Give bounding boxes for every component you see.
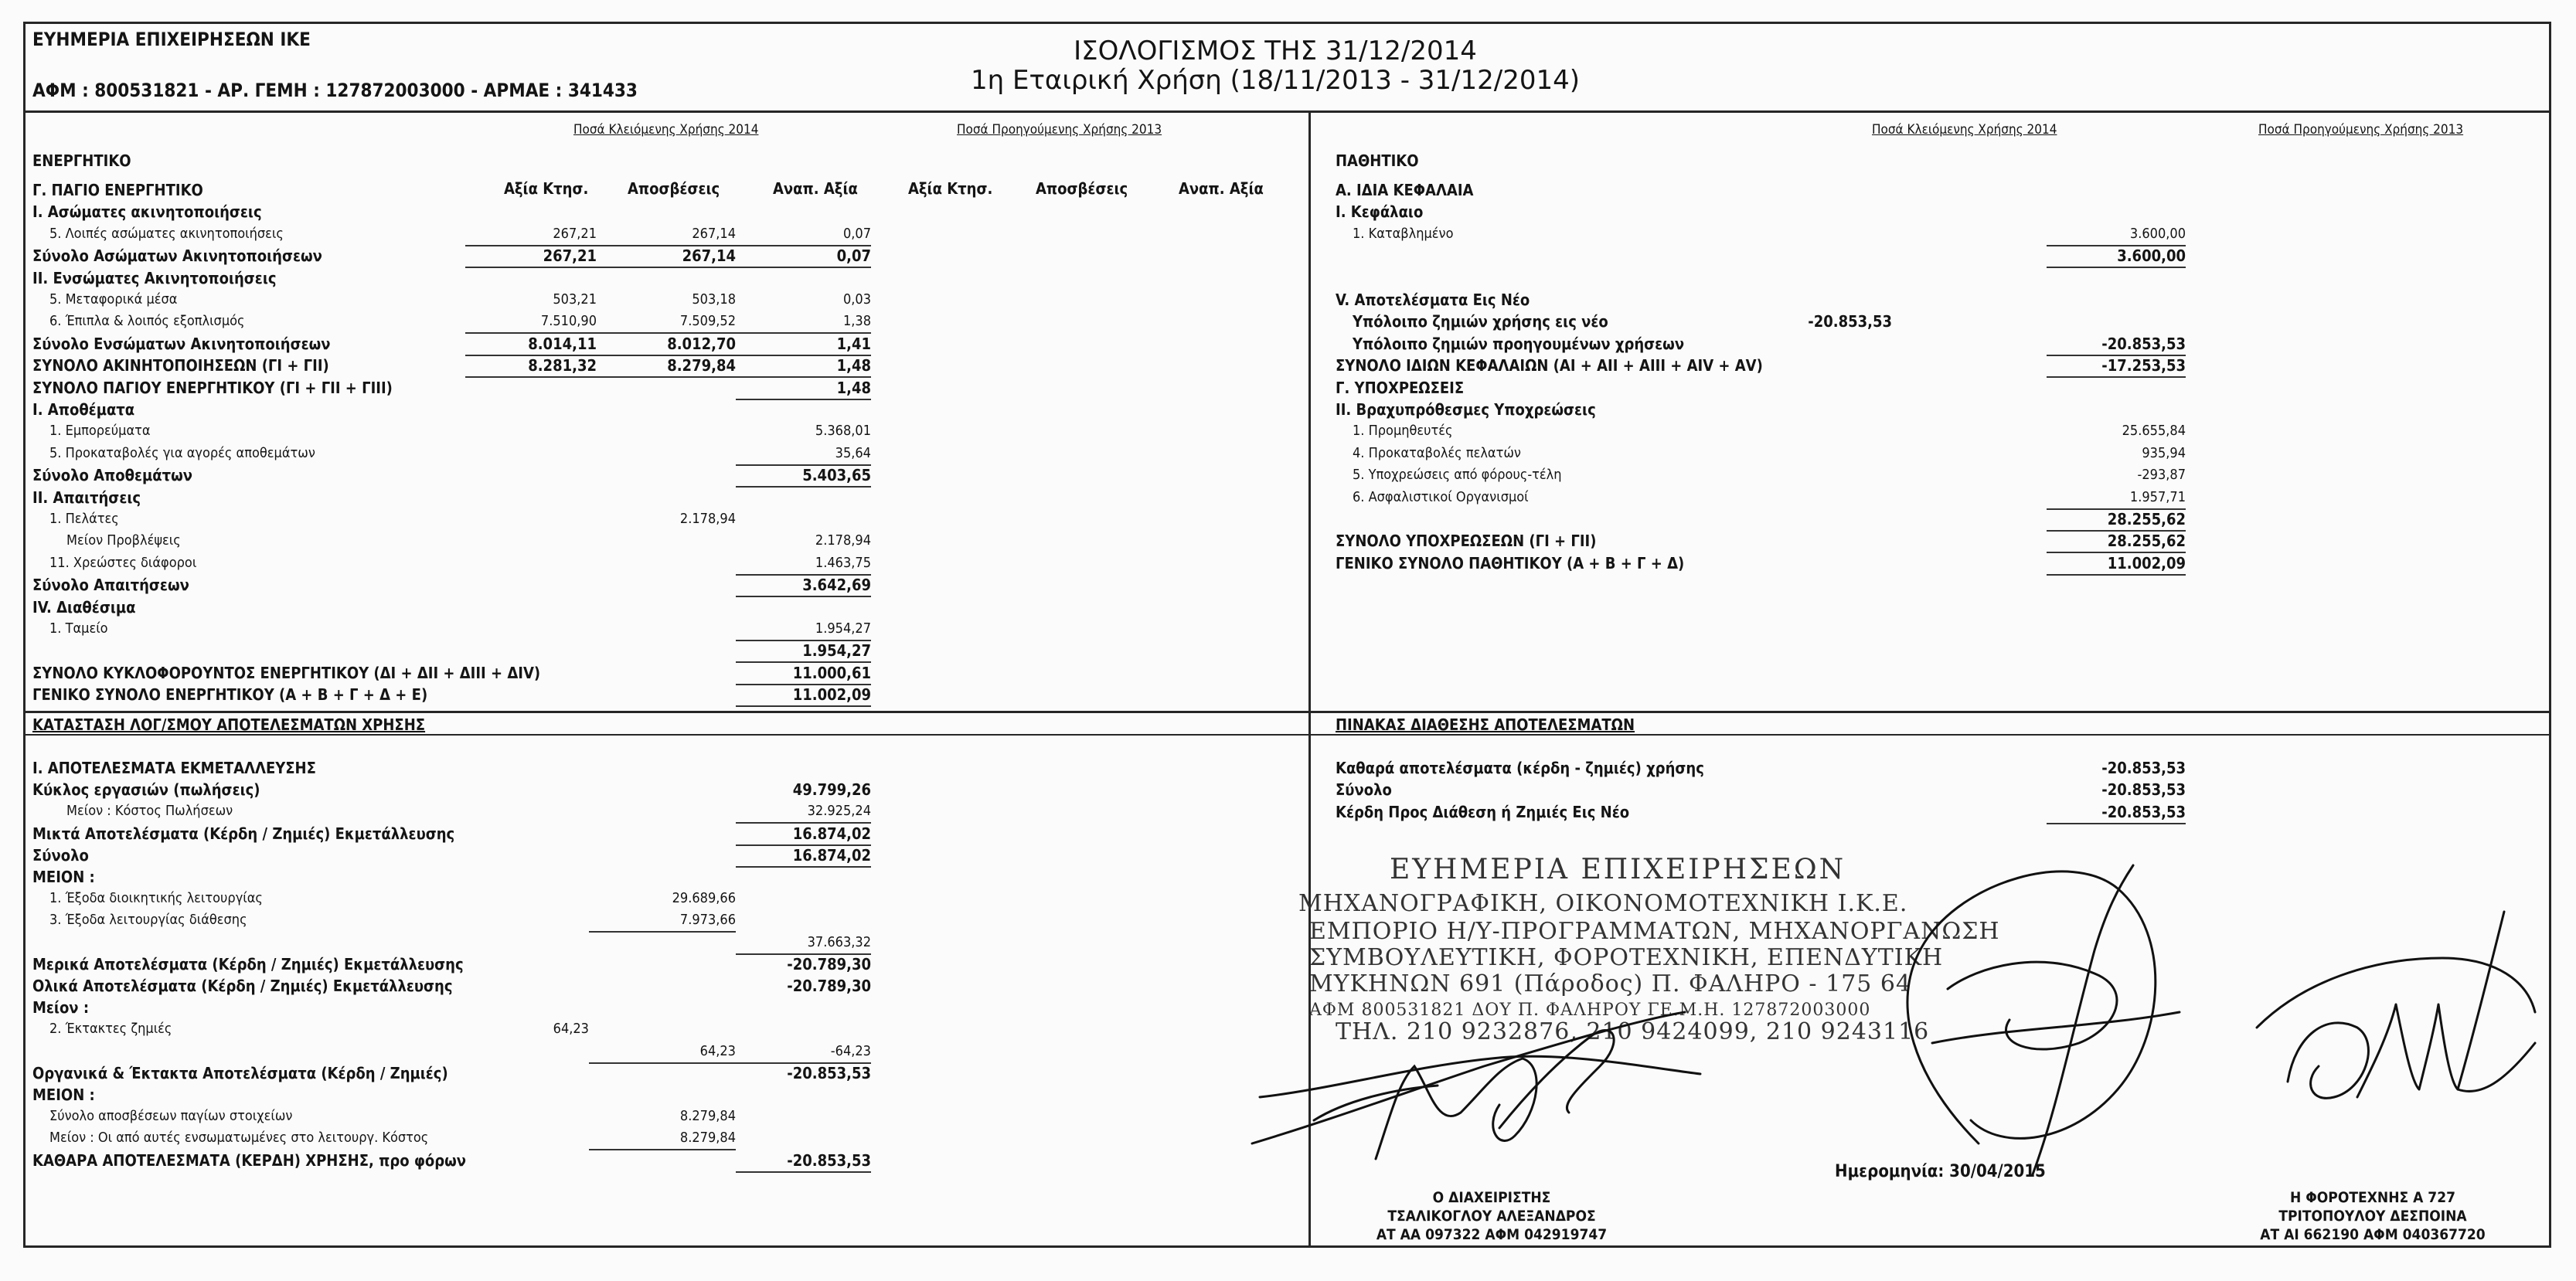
asset-row: [32, 399, 1285, 420]
assets-prev-col-cost: Αξία Κτησ.: [908, 179, 993, 198]
stamp-line-3: ΕΜΠΟΡΙΟ Η/Υ-ΠΡΟΓΡΑΜΜΑΤΩΝ, ΜΗΧΑΝΟΡΓΑΝΩΣΗ: [1309, 918, 2000, 945]
header-divider: [23, 110, 2551, 113]
asset-row: [32, 508, 1285, 530]
asset-net-value: 1,38: [736, 311, 871, 334]
asset-row: [32, 640, 1285, 661]
distribution-row: [1336, 779, 2541, 800]
income-label: ΜΕΙΟΝ :: [32, 1086, 95, 1104]
asset-label: Σύνολο Ασώματων Ακινητοποιήσεων: [32, 246, 322, 266]
income-row: [32, 1150, 1285, 1171]
liability-amount-value: 935,94: [2142, 444, 2186, 461]
assets-col-dep: Αποσβέσεις: [628, 179, 720, 198]
income-label: Κύκλος εργασιών (πωλήσεις): [32, 780, 260, 800]
income-col3-value: -64,23: [736, 1041, 871, 1064]
income-row: [32, 932, 1285, 953]
liability-label: I. Κεφάλαιο: [1336, 202, 1424, 222]
asset-row: [32, 377, 1285, 399]
asset-cost-value: 8.281,32: [465, 355, 597, 378]
asset-row: [32, 596, 1285, 618]
income-row: [32, 953, 1285, 975]
income-row: [32, 1062, 1285, 1084]
stamp-line-1: ΕΥΗΜΕΡΙΑ ΕΠΙΧΕΙΡΗΣΕΩΝ: [1390, 854, 1846, 885]
income-col3-value: -20.853,53: [787, 1063, 871, 1082]
income-label: 1. Έξοδα διοικητικής λειτουργίας: [49, 890, 263, 907]
asset-row: [32, 530, 1285, 552]
income-col3-value: 32.925,24: [736, 800, 871, 824]
income-row: [32, 1084, 1285, 1106]
asset-row: [32, 267, 1285, 289]
asset-label: 5. Λοιπές ασώματες ακινητοποιήσεις: [49, 225, 284, 242]
asset-row: [32, 420, 1285, 442]
asset-net-value: 1,48: [736, 377, 871, 400]
asset-label: I. Ασώματες ακινητοποιήσεις: [32, 202, 262, 222]
asset-label: Σύνολο Ενσώματων Ακινητοποιήσεων: [32, 334, 331, 353]
income-row: [32, 800, 1285, 822]
income-row: [32, 909, 1285, 931]
liability-amount-value: -17.253,53: [2047, 355, 2186, 378]
liability-label: Α. ΙΔΙΑ ΚΕΦΑΛΑΙΑ: [1336, 181, 1474, 199]
asset-label: ΣΥΝΟΛΟ ΚΥΚΛΟΦΟΡΟΥΝΤΟΣ ΕΝΕΡΓΗΤΙΚΟΥ (ΔΙ + ΔΙΙ + ΔΙΙΙ + ΔΙV): [32, 663, 541, 682]
income-label: Μείον : Κόστος Πωλήσεων: [66, 803, 233, 820]
income-label: Μερικά Αποτελέσματα (Κέρδη / Ζημιές) Εκμετάλλευσης: [32, 954, 464, 973]
liability-label: ΣΥΝΟΛΟ ΥΠΟΧΡΕΩΣΕΩΝ (ΓΙ + ΓΙΙ): [1336, 532, 1597, 551]
asset-label: IV. Διαθέσιμα: [32, 597, 136, 617]
income-col3-value: 16.874,02: [736, 823, 871, 846]
asset-depreciation-value: 2.178,94: [679, 511, 736, 527]
asset-label: 1. Εμπορεύματα: [49, 423, 151, 440]
accountant-ids: ΑΤ ΑΙ 662190 ΑΦΜ 040367720: [2260, 1226, 2486, 1243]
liability-label: 6. Ασφαλιστικοί Οργανισμοί: [1353, 488, 1529, 505]
liability-label: 1. Καταβλημένο: [1353, 225, 1454, 242]
administrator-name: ΤΣΑΛΙΚΟΓΛΟΥ ΑΛΕΞΑΝΔΡΟΣ: [1387, 1208, 1596, 1225]
income-label: I. ΑΠΟΤΕΛΕΣΜΑΤΑ ΕΚΜΕΤΑΛΛΕΥΣΗΣ: [32, 759, 316, 777]
income-label: Οργανικά & Έκτακτα Αποτελέσματα (Κέρδη / Ζημιές): [32, 1063, 448, 1082]
liability-row: [1336, 223, 2541, 245]
liability-row: [1336, 530, 2541, 552]
asset-depreciation-value: 8.012,70: [597, 333, 736, 356]
liability-label: ΣΥΝΟΛΟ ΙΔΙΩΝ ΚΕΦΑΛΑΙΩΝ (ΑΙ + ΑΙΙ + ΑΙΙΙ + ΑΙV + ΑV): [1336, 356, 1763, 375]
asset-label: 1. Πελάτες: [49, 511, 119, 527]
asset-row: [32, 552, 1285, 574]
asset-row: [32, 464, 1285, 486]
asset-cost-value: 7.510,90: [465, 311, 597, 334]
income-col3-value: 37.663,32: [736, 932, 871, 955]
income-label: Σύνολο: [32, 845, 89, 865]
income-col3-value: -20.789,30: [787, 954, 871, 973]
page-title: ΙΣΟΛΟΓΙΣΜΟΣ ΤΗΣ 31/12/2014: [1074, 36, 1477, 66]
liability-amount-value: 28.255,62: [2047, 530, 2186, 553]
asset-label: Γ. ΠΑΓΙΟ ΕΝΕΡΓΗΤΙΚΟ: [32, 181, 203, 199]
liability-label: 1. Προμηθευτές: [1353, 423, 1453, 440]
income-col3-value: -20.853,53: [736, 1150, 871, 1173]
asset-label: 5. Μεταφορικά μέσα: [49, 291, 178, 308]
liability-row: [1336, 552, 2541, 574]
asset-net-value: 11.002,09: [736, 684, 871, 707]
income-row: [32, 1127, 1285, 1149]
income-row: [32, 1106, 1285, 1127]
asset-row: [32, 618, 1285, 640]
liability-amount-value: 3.600,00: [2047, 223, 2186, 246]
stamp-line-2: ΜΗΧΑΝΟΓΡΑΦΙΚΗ, ΟΙΚΟΝΟΜΟΤΕΧΝΙΚΗ Ι.Κ.Ε.: [1298, 890, 1908, 917]
assets-period-previous: Ποσά Προηγούμενης Χρήσης 2013: [957, 122, 1162, 138]
accountant-signature: [2241, 865, 2550, 1159]
asset-net-value: 0,07: [736, 223, 871, 246]
income-label: Μικτά Αποτελέσματα (Κέρδη / Ζημιές) Εκμετάλλευσης: [32, 824, 455, 843]
asset-label: 5. Προκαταβολές για αγορές αποθεμάτων: [49, 444, 315, 461]
assets-col-cost: Αξία Κτησ.: [504, 179, 589, 198]
income-row: [32, 757, 1285, 779]
liability-row: [1336, 420, 2541, 442]
income-row: [32, 823, 1285, 844]
income-col2-value: 64,23: [589, 1041, 736, 1064]
asset-label: II. Απαιτήσεις: [32, 488, 141, 507]
asset-label: 11. Χρεώστες διάφοροι: [49, 554, 197, 571]
asset-row: [32, 223, 1285, 245]
asset-label: Σύνολο Απαιτήσεων: [32, 576, 189, 595]
liability-amount-value: -20.853,53: [2047, 333, 2186, 356]
report-date: Ημερομηνία: 30/04/2015: [1835, 1162, 2046, 1181]
liability-label: Γ. ΥΠΟΧΡΕΩΣΕΙΣ: [1336, 378, 1465, 397]
asset-net-value: 5.403,65: [736, 464, 871, 488]
asset-net-value: 2.178,94: [815, 532, 871, 549]
asset-net-value: 1,41: [736, 333, 871, 356]
liability-amount-value: -293,87: [2137, 467, 2186, 484]
asset-depreciation-value: 267,14: [597, 223, 736, 246]
income-col3-value: 49.799,26: [792, 780, 871, 800]
income-label: Μείον :: [32, 998, 90, 1018]
liability-row: [1336, 245, 2541, 267]
assets-prev-col-net: Αναπ. Αξία: [1179, 179, 1264, 198]
asset-row: [32, 311, 1285, 332]
income-row: [32, 866, 1285, 888]
liability-row: [1336, 179, 2541, 201]
liability-row: [1336, 311, 2541, 332]
income-section-title: ΚΑΤΑΣΤΑΣΗ ΛΟΓ/ΣΜΟΥ ΑΠΟΤΕΛΕΣΜΑΤΩΝ ΧΡΗΣΗΣ: [32, 715, 426, 734]
asset-label: ΣΥΝΟΛΟ ΠΑΓΙΟΥ ΕΝΕΡΓΗΤΙΚΟΥ (ΓΙ + ΓΙΙ + ΓΙΙΙ): [32, 378, 393, 397]
income-col2-value: 7.973,66: [589, 909, 736, 933]
asset-net-value: 1.463,75: [736, 552, 871, 576]
liability-row: [1336, 333, 2541, 355]
asset-cost-value: 267,21: [465, 245, 597, 268]
asset-row: [32, 289, 1285, 311]
liability-amount-value: 11.002,09: [2047, 552, 2186, 576]
income-row: [32, 997, 1285, 1018]
stamp-line-7: ΤΗΛ. 210 9232876, 210 9424099, 210 9243116: [1336, 1018, 1930, 1045]
liability-subtotal-value: -20.853,53: [1808, 312, 1892, 331]
asset-label: I. Αποθέματα: [32, 400, 135, 419]
income-row: [32, 975, 1285, 997]
liability-amount-value: 25.655,84: [2122, 423, 2186, 440]
asset-net-value: 35,64: [736, 443, 871, 466]
asset-row: [32, 201, 1285, 223]
assets-prev-col-dep: Αποσβέσεις: [1036, 179, 1128, 198]
liability-row: [1336, 377, 2541, 399]
liability-row: [1336, 443, 2541, 464]
administrator-title: Ο ΔΙΑΧΕΙΡΙΣΤΗΣ: [1432, 1189, 1551, 1206]
asset-label: ΣΥΝΟΛΟ ΑΚΙΝΗΤΟΠΟΙΗΣΕΩΝ (ΓΙ + ΓΙΙ): [32, 356, 329, 375]
assets-col-net: Αναπ. Αξία: [773, 179, 858, 198]
asset-depreciation-value: 8.279,84: [597, 355, 736, 378]
distribution-row: [1336, 801, 2541, 823]
income-col3-value: 16.874,02: [736, 844, 871, 868]
asset-row: [32, 333, 1285, 355]
liability-label: 5. Υποχρεώσεις από φόρους-τέλη: [1353, 467, 1562, 484]
liabilities-table: [1336, 179, 2541, 643]
asset-cost-value: 8.014,11: [465, 333, 597, 356]
administrator-signature: [1237, 834, 1762, 1174]
distribution-amount-value: -20.853,53: [2101, 759, 2186, 777]
asset-depreciation-value: 7.509,52: [597, 311, 736, 334]
asset-row: [32, 443, 1285, 464]
asset-net-value: 1.954,27: [736, 618, 871, 641]
income-row: [32, 844, 1285, 866]
assets-period-current: Ποσά Κλειόμενης Χρήσης 2014: [573, 122, 759, 138]
asset-row: [32, 355, 1285, 376]
liability-row: [1336, 201, 2541, 223]
liability-label: ΓΕΝΙΚΟ ΣΥΝΟΛΟ ΠΑΘΗΤΙΚΟΥ (Α + Β + Γ + Δ): [1336, 553, 1685, 573]
liability-label: V. Αποτελέσματα Εις Νέο: [1336, 291, 1530, 309]
asset-net-value: 5.368,01: [815, 423, 871, 440]
liability-row: [1336, 355, 2541, 376]
accountant-title: Η ΦΟΡΟΤΕΧΝΗΣ Α 727: [2290, 1189, 2455, 1206]
liabilities-section-title: ΠΑΘΗΤΙΚΟ: [1336, 151, 1419, 170]
distribution-label: Καθαρά αποτελέσματα (κέρδη - ζημιές) χρήσης: [1336, 759, 1704, 777]
asset-label: Μείον Προβλέψεις: [66, 532, 181, 549]
income-col1-value: 64,23: [553, 1021, 589, 1038]
page-subtitle: 1η Εταιρική Χρήση (18/11/2013 - 31/12/2014): [970, 65, 1580, 96]
liability-amount-value: 1.957,71: [2047, 487, 2186, 510]
asset-cost-value: 267,21: [465, 223, 597, 246]
distribution-row: [1336, 757, 2541, 779]
accountant-signature-large: [1839, 834, 2241, 1205]
income-col2-value: 29.689,66: [672, 890, 736, 907]
distribution-amount-value: -20.853,53: [2101, 780, 2186, 800]
distribution-section-title: ΠΙΝΑΚΑΣ ΔΙΑΘΕΣΗΣ ΑΠΟΤΕΛΕΣΜΑΤΩΝ: [1336, 715, 1635, 734]
income-row: [32, 888, 1285, 909]
liability-row: [1336, 464, 2541, 486]
income-row: [32, 1018, 1285, 1040]
income-label: Ολικά Αποτελέσματα (Κέρδη / Ζημιές) Εκμετάλλευσης: [32, 977, 453, 995]
asset-row: [32, 574, 1285, 596]
liability-row: [1336, 399, 2541, 420]
asset-net-value: 0,07: [736, 245, 871, 268]
distribution-label: Κέρδη Προς Διάθεση ή Ζημιές Εις Νέο: [1336, 802, 1630, 821]
liability-row: [1336, 508, 2541, 530]
asset-net-value: 1.954,27: [736, 640, 871, 663]
distribution-label: Σύνολο: [1336, 780, 1392, 800]
asset-net-value: 0,03: [842, 291, 871, 308]
stamp-line-6: ΑΦΜ 800531821 ΔΟΥ Π. ΦΑΛΗΡΟΥ ΓΕ.Μ.Η. 127872003000: [1309, 1001, 1871, 1020]
income-label: ΚΑΘΑΡΑ ΑΠΟΤΕΛΕΣΜΑΤΑ (ΚΕΡΔΗ) ΧΡΗΣΗΣ, προ φόρων: [32, 1150, 467, 1170]
asset-net-value: 1,48: [736, 355, 871, 378]
stamp-line-5: ΜΥΚΗΝΩΝ 691 (Πάροδος) Π. ΦΑΛΗΡΟ - 175 64: [1309, 970, 1912, 997]
income-label: 3. Έξοδα λειτουργίας διάθεσης: [49, 912, 247, 929]
income-label: Σύνολο αποσβέσεων παγίων στοιχείων: [49, 1108, 293, 1125]
distribution-amount-value: -20.853,53: [2047, 801, 2186, 824]
middle-divider: [23, 711, 2551, 713]
asset-label: Σύνολο Αποθεμάτων: [32, 466, 192, 485]
asset-label: ΓΕΝΙΚΟ ΣΥΝΟΛΟ ΕΝΕΡΓΗΤΙΚΟΥ (Α + Β + Γ + Δ + Ε): [32, 685, 428, 705]
asset-row: [32, 487, 1285, 508]
asset-row: [32, 662, 1285, 684]
income-row: [32, 1041, 1285, 1062]
income-label: 2. Έκτακτες ζημιές: [49, 1021, 172, 1038]
assets-section-title: ΕΝΕΡΓΗΤΙΚΟ: [32, 151, 131, 170]
income-row: [32, 779, 1285, 800]
asset-depreciation-value: 267,14: [597, 245, 736, 268]
liability-label: Υπόλοιπο ζημιών προηγουμένων χρήσεων: [1353, 334, 1685, 353]
liability-label: II. Βραχυπρόθεσμες Υποχρεώσεις: [1336, 400, 1596, 419]
asset-label: 1. Ταμείο: [49, 620, 108, 637]
liability-row: [1336, 267, 2541, 289]
liability-row: [1336, 289, 2541, 311]
income-col2-value: 8.279,84: [679, 1108, 736, 1125]
asset-net-value: 3.642,69: [736, 574, 871, 597]
distribution-table: [1336, 757, 2541, 834]
asset-row: [32, 179, 1285, 201]
asset-label: II. Ενσώματες Ακινητοποιήσεις: [32, 268, 277, 287]
income-label: Μείον : Οι από αυτές ενσωματωμένες στο λειτουργ. Κόστος: [49, 1130, 429, 1147]
company-ids: ΑΦΜ : 800531821 - ΑΡ. ΓΕΜΗ : 127872003000 - ΑΡΜΑΕ : 341433: [32, 80, 638, 101]
company-name: ΕΥΗΜΕΡΙΑ ΕΠΙΧΕΙΡΗΣΕΩΝ ΙΚΕ: [32, 29, 311, 50]
income-header-rule: [23, 734, 2551, 736]
asset-label: 6. Έπιπλα & λοιπός εξοπλισμός: [49, 313, 245, 330]
liability-label: 4. Προκαταβολές πελατών: [1353, 444, 1521, 461]
stamp-line-4: ΣΥΜΒΟΥΛΕΥΤΙΚΗ, ΦΟΡΟΤΕΧΝΙΚΗ, ΕΠΕΝΔΥΤΙΚΗ: [1309, 944, 1944, 971]
income-col2-value: 8.279,84: [589, 1127, 736, 1150]
accountant-name: ΤΡΙΤΟΠΟΥΛΟΥ ΔΕΣΠΟΙΝΑ: [2278, 1208, 2467, 1225]
asset-depreciation-value: 503,18: [692, 291, 736, 308]
asset-row: [32, 245, 1285, 267]
assets-table: [32, 179, 1285, 705]
liability-label: Υπόλοιπο ζημιών χρήσης εις νέο: [1353, 312, 1608, 331]
liability-amount-value: 28.255,62: [2047, 508, 2186, 532]
income-col3-value: -20.789,30: [787, 977, 871, 995]
administrator-ids: ΑΤ ΑΑ 097322 ΑΦΜ 042919747: [1376, 1226, 1608, 1243]
liability-row: [1336, 487, 2541, 508]
liability-amount-value: 3.600,00: [2047, 245, 2186, 268]
income-label: ΜΕΙΟΝ :: [32, 868, 95, 886]
asset-cost-value: 503,21: [553, 291, 597, 308]
liabilities-period-current: Ποσά Κλειόμενης Χρήσης 2014: [1872, 122, 2057, 138]
liabilities-period-previous: Ποσά Προηγούμενης Χρήσης 2013: [2258, 122, 2464, 138]
asset-row: [32, 684, 1285, 705]
asset-net-value: 11.000,61: [736, 662, 871, 685]
income-table: [32, 757, 1285, 1190]
